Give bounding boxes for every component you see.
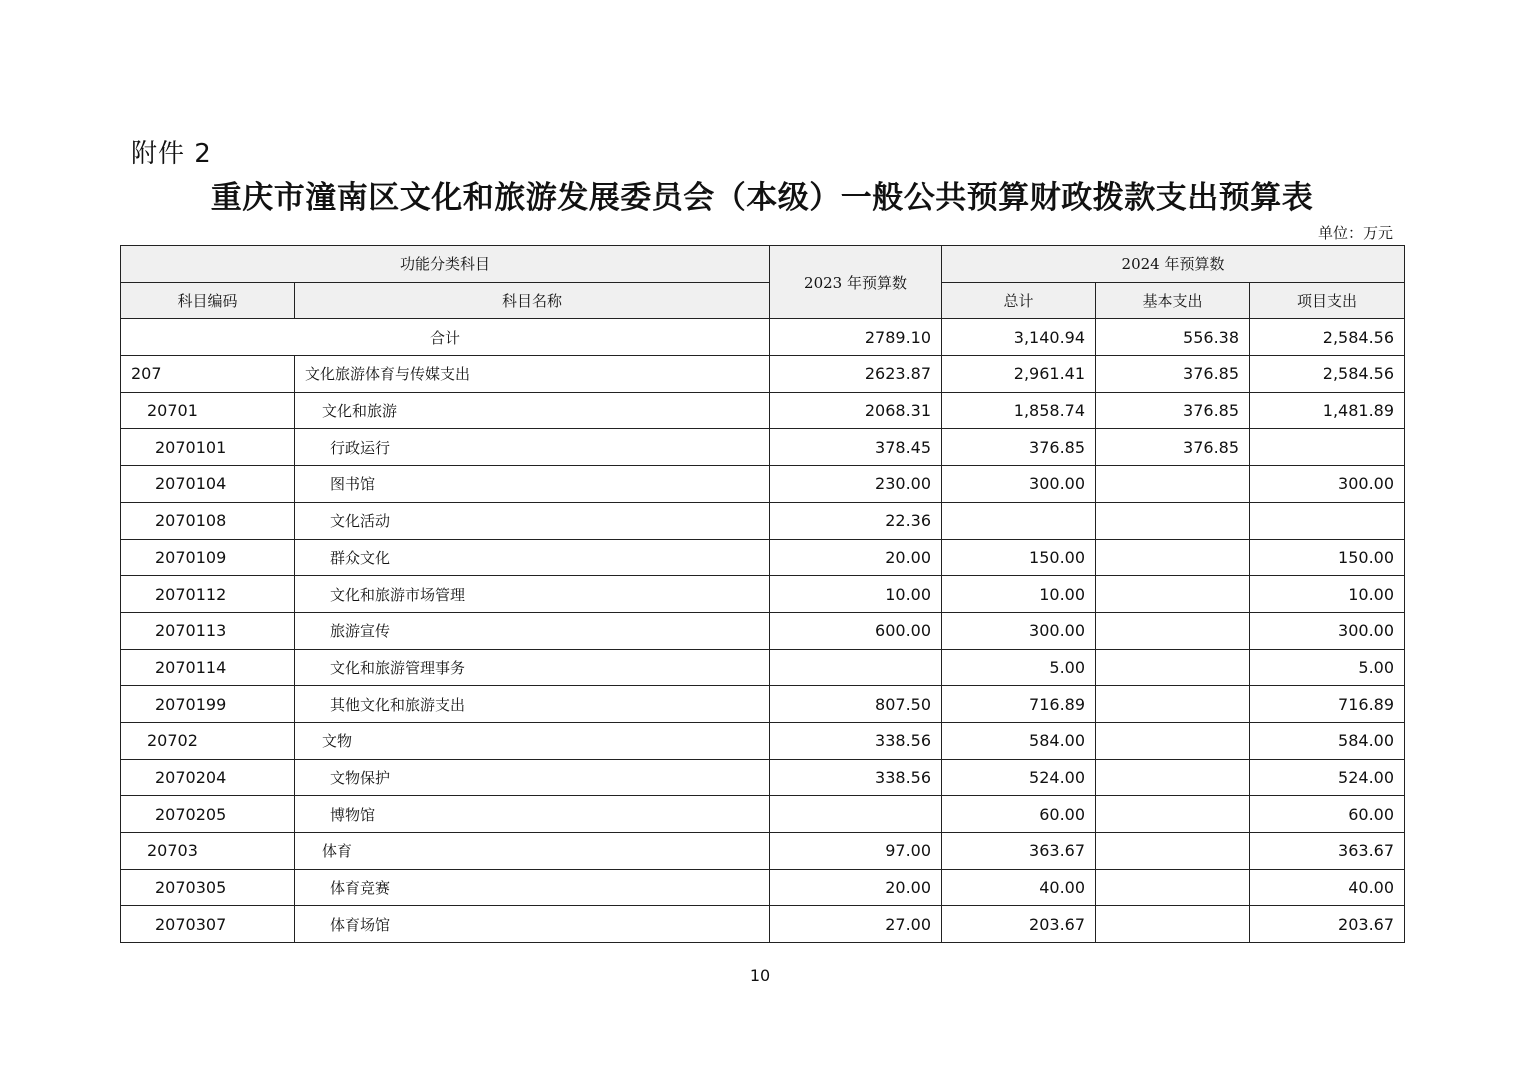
budget-2024-basic [1096,466,1250,503]
total-budget-2024-project: 2,584.56 [1250,319,1405,356]
budget-2024-project: 716.89 [1250,686,1405,723]
table-row [121,429,1405,466]
subject-code: 2070104 [121,466,295,503]
subject-name: 博物馆 [295,796,770,833]
budget-2024-project: 10.00 [1250,576,1405,613]
budget-2024-project: 203.67 [1250,906,1405,943]
budget-2024-total: 376.85 [942,429,1096,466]
subject-code: 20702 [121,722,295,759]
table-row [121,686,1405,723]
budget-2024-basic [1096,869,1250,906]
subject-name: 体育竞赛 [295,869,770,906]
subject-code: 2070199 [121,686,295,723]
page-number: 10 [749,966,771,985]
budget-2023 [770,649,942,686]
subject-name: 体育 [295,833,770,870]
header-code: 科目编码 [121,282,295,319]
subject-name: 文化和旅游市场管理 [295,576,770,613]
budget-2023: 338.56 [770,722,942,759]
budget-2024-basic [1096,833,1250,870]
budget-table [120,245,1405,943]
budget-2024-project: 40.00 [1250,869,1405,906]
budget-2024-total: 300.00 [942,466,1096,503]
table-header-row-1 [121,246,1405,283]
header-project: 项目支出 [1250,282,1405,319]
budget-2024-project: 300.00 [1250,612,1405,649]
header-name: 科目名称 [295,282,770,319]
total-budget-2023: 2789.10 [770,319,942,356]
budget-2024-total: 2,961.41 [942,356,1096,393]
table-row [121,759,1405,796]
table-row [121,392,1405,429]
subject-code: 20703 [121,833,295,870]
subject-name: 行政运行 [295,429,770,466]
total-budget-2024-total: 3,140.94 [942,319,1096,356]
subject-code: 2070101 [121,429,295,466]
budget-2024-project: 1,481.89 [1250,392,1405,429]
table-row [121,466,1405,503]
table-row [121,612,1405,649]
subject-code: 20701 [121,392,295,429]
attachment-label: 附件 2 [131,139,212,169]
budget-2023 [770,796,942,833]
table-row [121,833,1405,870]
subject-code: 2070108 [121,502,295,539]
header-budget-2023: 2023 年预算数 [770,246,942,319]
budget-2024-project: 363.67 [1250,833,1405,870]
budget-2024-project: 150.00 [1250,539,1405,576]
budget-2024-total: 363.67 [942,833,1096,870]
budget-2024-total: 1,858.74 [942,392,1096,429]
subject-name: 其他文化和旅游支出 [295,686,770,723]
budget-2023: 22.36 [770,502,942,539]
budget-2023: 20.00 [770,869,942,906]
budget-2024-basic [1096,649,1250,686]
budget-2024-basic [1096,686,1250,723]
table-row [121,576,1405,613]
budget-2023: 600.00 [770,612,942,649]
budget-2024-total: 40.00 [942,869,1096,906]
total-budget-2024-basic: 556.38 [1096,319,1250,356]
table-row [121,722,1405,759]
budget-2024-basic [1096,576,1250,613]
budget-2023: 338.56 [770,759,942,796]
subject-name: 图书馆 [295,466,770,503]
subject-code: 2070112 [121,576,295,613]
subject-name: 文化活动 [295,502,770,539]
budget-2024-basic [1096,539,1250,576]
table-row [121,502,1405,539]
budget-2023: 27.00 [770,906,942,943]
header-budget-2024: 2024 年预算数 [942,246,1405,283]
budget-2023: 230.00 [770,466,942,503]
table-row [121,539,1405,576]
budget-2024-project: 60.00 [1250,796,1405,833]
budget-2024-project: 584.00 [1250,722,1405,759]
budget-2024-total: 10.00 [942,576,1096,613]
subject-code: 2070205 [121,796,295,833]
budget-2024-basic: 376.85 [1096,429,1250,466]
subject-name: 体育场馆 [295,906,770,943]
budget-2024-project [1250,429,1405,466]
budget-2024-total: 5.00 [942,649,1096,686]
subject-code: 2070204 [121,759,295,796]
budget-2024-total: 300.00 [942,612,1096,649]
total-row [121,319,1405,356]
budget-2024-total: 524.00 [942,759,1096,796]
header-basic: 基本支出 [1096,282,1250,319]
budget-2024-basic: 376.85 [1096,392,1250,429]
budget-2024-basic [1096,906,1250,943]
budget-2024-basic [1096,796,1250,833]
budget-2024-project [1250,502,1405,539]
budget-2023: 20.00 [770,539,942,576]
subject-name: 文物 [295,722,770,759]
budget-2023: 2068.31 [770,392,942,429]
budget-2024-basic [1096,502,1250,539]
subject-code: 2070307 [121,906,295,943]
budget-2023: 378.45 [770,429,942,466]
subject-code: 2070113 [121,612,295,649]
table-row [121,906,1405,943]
table-row [121,649,1405,686]
subject-name: 文物保护 [295,759,770,796]
table-row [121,356,1405,393]
subject-name: 文化和旅游 [295,392,770,429]
header-total: 总计 [942,282,1096,319]
subject-code: 2070305 [121,869,295,906]
budget-2023: 2623.87 [770,356,942,393]
header-functional-class: 功能分类科目 [121,246,770,283]
total-label: 合计 [121,319,770,356]
budget-2024-project: 5.00 [1250,649,1405,686]
budget-2024-basic [1096,759,1250,796]
unit-label: 单位：万元 [1317,224,1393,242]
budget-2024-basic: 376.85 [1096,356,1250,393]
subject-code: 207 [121,356,295,393]
budget-2024-total: 716.89 [942,686,1096,723]
budget-2024-project: 300.00 [1250,466,1405,503]
subject-name: 旅游宣传 [295,612,770,649]
page-title: 重庆市潼南区文化和旅游发展委员会（本级）一般公共预算财政拨款支出预算表 [210,180,1314,216]
budget-2023: 10.00 [770,576,942,613]
table-row [121,869,1405,906]
table-row [121,796,1405,833]
budget-2024-basic [1096,722,1250,759]
subject-name: 文化旅游体育与传媒支出 [295,356,770,393]
table-body [121,319,1405,943]
subject-code: 2070114 [121,649,295,686]
budget-2024-project: 2,584.56 [1250,356,1405,393]
budget-2024-total: 150.00 [942,539,1096,576]
subject-code: 2070109 [121,539,295,576]
budget-2024-project: 524.00 [1250,759,1405,796]
budget-2024-total: 584.00 [942,722,1096,759]
budget-2024-total: 60.00 [942,796,1096,833]
budget-2024-total [942,502,1096,539]
budget-2023: 807.50 [770,686,942,723]
subject-name: 文化和旅游管理事务 [295,649,770,686]
budget-2024-total: 203.67 [942,906,1096,943]
table-header-row-2 [121,282,1405,319]
subject-name: 群众文化 [295,539,770,576]
budget-2024-basic [1096,612,1250,649]
budget-2023: 97.00 [770,833,942,870]
